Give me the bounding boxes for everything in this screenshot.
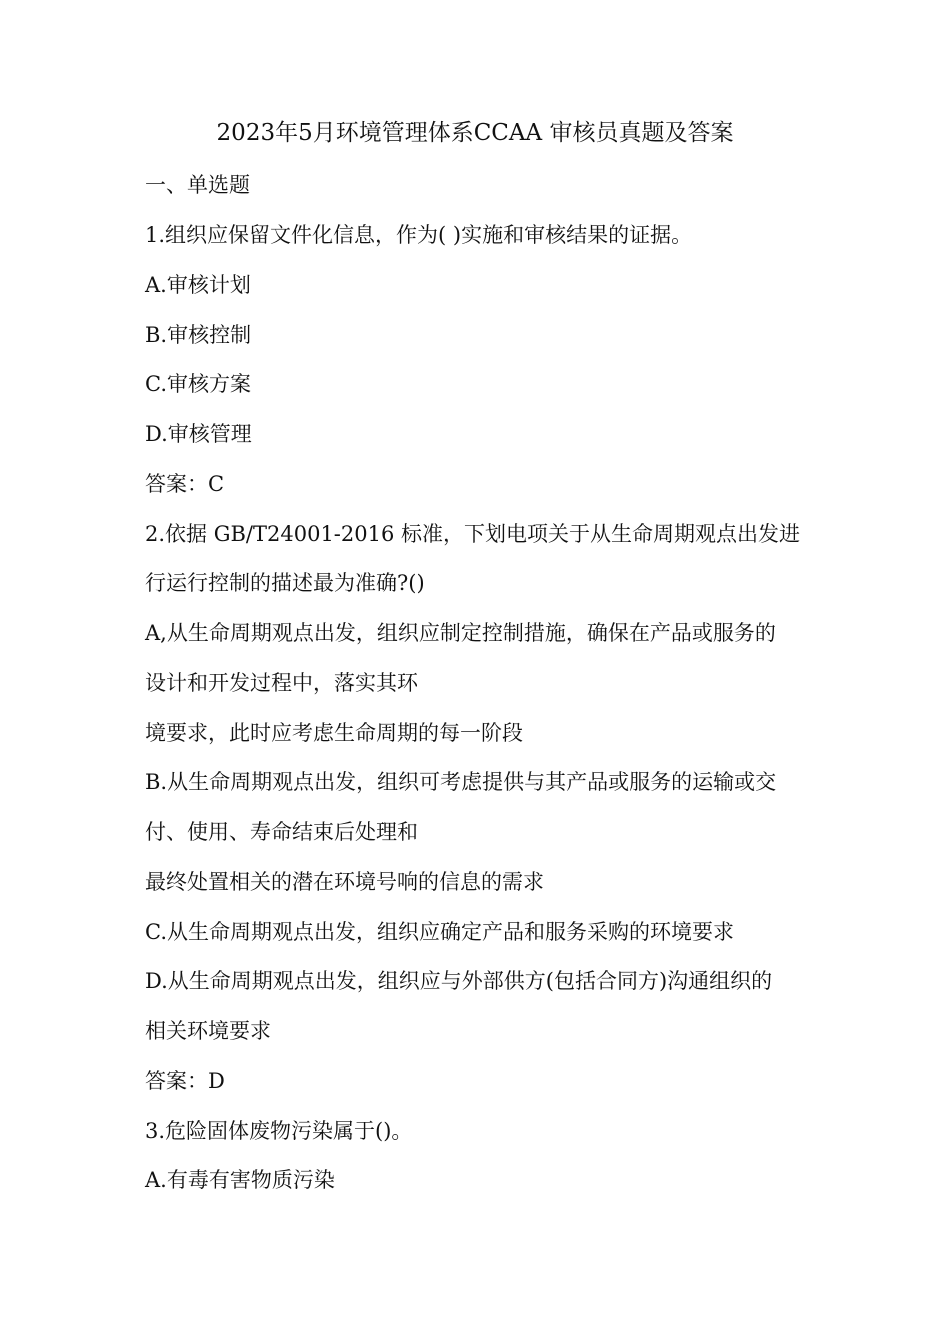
text-line: C.从生命周期观点出发，组织应确定产品和服务采购的环境要求 [145,920,734,944]
text-line: 2.依据 GB/T24001-2016 标准，下划电项关于从生命周期观点出发进 [145,522,801,546]
text-line: D.从生命周期观点出发，组织应与外部供方(包括合同方)沟通组织的 [145,969,773,993]
text-line: D.审核管理 [145,422,252,446]
text-line: 最终处置相关的潜在环境号响的信息的需求 [145,870,544,894]
text-line: 境要求，此时应考虑生命周期的每一阶段 [145,721,523,745]
text-line: 行运行控制的描述最为准确?() [145,571,425,595]
text-line: 设计和开发过程中，落实其环 [145,671,418,695]
text-line: 答案：C [145,472,225,496]
text-line: 3.危险固体废物污染属于()。 [145,1119,413,1143]
section-heading: 一、单选题 [145,173,250,197]
document-title: 2023年5月环境管理体系CCAA 审核员真题及答案 [216,120,734,146]
text-line: A.审核计划 [145,273,251,297]
text-line: C.审核方案 [145,372,251,396]
text-line: B.审核控制 [145,323,252,347]
text-line: A,从生命周期观点出发，组织应制定控制措施，确保在产品或服务的 [145,621,776,645]
text-line: 答案：D [145,1069,225,1093]
text-line: A.有毒有害物质污染 [145,1168,335,1192]
text-line: 相关环境要求 [145,1019,271,1043]
text-line: B.从生命周期观点出发，组织可考虑提供与其产品或服务的运输或交 [145,770,777,794]
text-line: 付、使用、寿命结束后处理和 [145,820,418,844]
text-line: 1.组织应保留文件化信息，作为( )实施和审核结果的证据。 [145,223,693,247]
